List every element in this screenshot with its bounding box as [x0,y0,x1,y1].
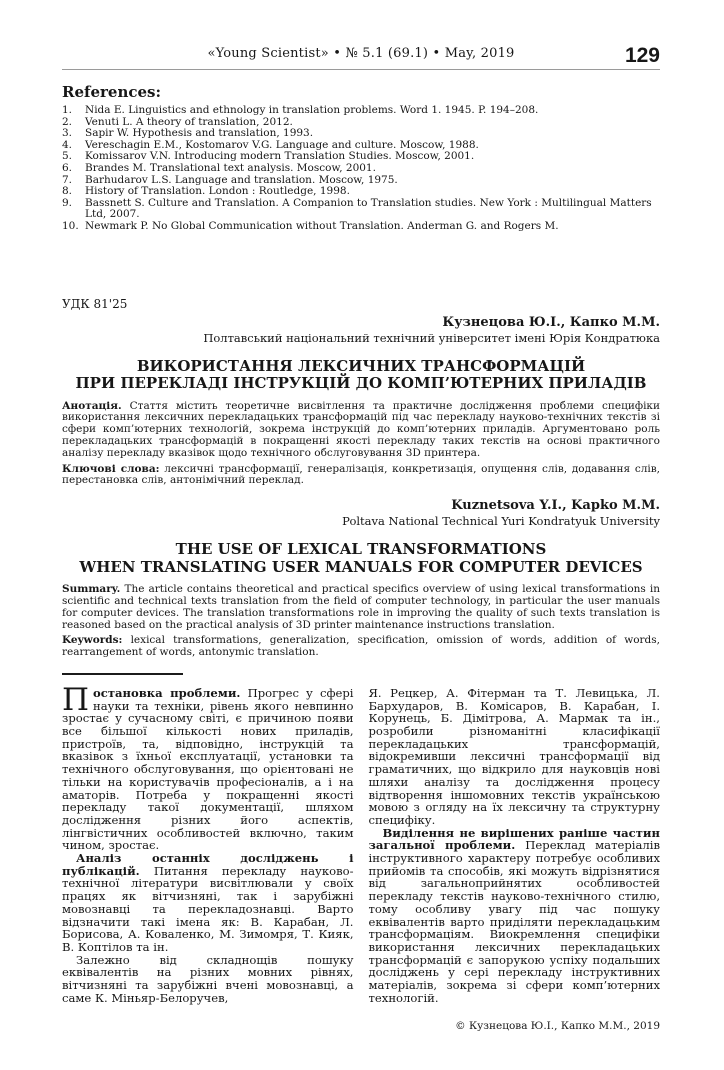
reference-number: 7. [62,173,73,186]
reference-number: 3. [62,127,73,140]
article-title-ua [62,358,660,393]
paragraph-lead: Аналіз останніх досліджень і публікацій. [62,851,354,878]
reference-item [62,163,660,175]
running-head [62,46,660,70]
references-section [62,83,660,233]
reference-text: Bassnett S. Culture and Translation. A Companion to Translation studies. New York : Multilingual Matters Ltd, 2007. [85,196,652,221]
body-column-right [369,687,661,1034]
reference-number: 4. [62,138,73,151]
paragraph-continuation [62,954,354,1005]
body-column-left [62,681,354,1034]
reference-number: 8. [62,185,73,198]
article-body [62,681,661,1034]
paragraph-text: Переклад матеріалів інструктивного характеру потребує особливих прийомів та способів, які можуть відрізнятися від загальноприйнятих особливостей перекладу текстів науково-технічного стилю, тому особливу увагу під час пошуку еквівалентів варто приділяти перекладацьким трансформаціям. Виокремлення специфіки використання лексичних перекладацьких трансформацій є запорукою успіху подальших досліджень у сері перекладу інструктивних матеріалів, зокрема зі сфери комп’ютерних технологій. [368,838,661,1005]
reference-number: 6. [62,161,73,174]
article-title-en-line2: WHEN TRANSLATING USER MANUALS FOR COMPUTER DEVICES [79,557,643,576]
keywords-ua-label: Ключові слова: [62,462,160,475]
reference-item [62,186,660,198]
page-number: 129 [624,44,660,67]
abstract-ua-label: Анотація. [62,399,122,412]
reference-text: Brandes M. Translational text analysis. Moscow, 2001. [85,161,376,174]
article-title-ua-line1: ВИКОРИСТАННЯ ЛЕКСИЧНИХ ТРАНСФОРМАЦІЙ [136,356,586,375]
keywords-ua-text: лексичні трансформації, генералізація, конкретизація, опущення слів, додавання слів, перестановка слів, антонімічний переклад. [62,462,660,487]
reference-text: Barhudarov L.S. Language and translation. Moscow, 1975. [85,173,398,186]
abstract-ua [62,401,660,460]
paragraph-text: Залежно від складнощів пошуку еквівалентів на різних мовних рівнях, вітчизняні та зарубіжні вчені мовознавці, а саме К. Міньяр-Белоручев, [62,952,354,1005]
journal-title-line: «Young Scientist» • № 5.1 (69.1) • May, 2019 [207,46,515,61]
journal-page [0,46,724,1070]
reference-number: 10. [62,219,79,232]
keywords-en-label: Keywords: [62,634,123,647]
summary-en-label: Summary. [62,583,121,596]
article-title-en-line1: THE USE OF LEXICAL TRANSFORMATIONS [175,540,547,559]
keywords-en [62,635,660,659]
authors-en: Kuznetsova Y.I., Kapko M.M. [451,498,660,514]
reference-text: Sapir W. Hypothesis and translation, 1993. [85,127,314,140]
reference-item [62,221,660,233]
paragraph-unresolved-parts [369,827,661,1005]
references-list [62,105,660,233]
paragraph-lead: остановка проблеми. [93,685,241,700]
summary-en [62,584,660,631]
paragraph-text: Питання перекладу науково-технічної літератури висвітлювали у своїх працях як вітчизняні, так і зарубіжні мовознавці та перекладознавці. Варто відзначити такі імена як: В. Карабан, Л. Борисова, А. Коваленко, М. Зимомря, Т. Кияк, В. Коптілов та ін. [62,863,354,954]
references-heading: References: [62,83,162,101]
drop-cap: П [62,681,90,718]
reference-text: Newmark P. No Global Communication without Translation. Anderman G. and Rogers M. [85,219,559,232]
paragraph-lead: Виділення не вирішених раніше частин загальної проблеми. [368,825,660,853]
reference-text: Komissarov V.N. Introducing modern Translation Studies. Moscow, 2001. [85,150,475,163]
keywords-ua [62,464,660,488]
reference-text: History of Translation. London : Routledge, 1998. [85,185,350,198]
article-meta-ua [62,297,660,488]
reference-number: 1. [62,104,73,116]
article-title-en [62,541,660,576]
reference-text: Vereschagin E.M., Kostomarov V.G. Language and culture. Moscow, 1988. [85,138,479,151]
affiliation-en: Poltava National Technical Yuri Kondratyuk University [342,514,660,529]
section-divider-rule [62,673,183,675]
copyright-line: © Кузнецова Ю.І., Капко М.М., 2019 [455,1020,660,1033]
paragraph-text: Прогрес у сфері науки та техніки, рівень якого невпинно зростає у сучасному світі, є причиною появи все більшої кількості нових приладів, пристроїв, та, відповідно, інструкцій та вказівок з їхньої експлуатації, установки та технічного обслуговування, що орієнтовані не тільки на користувачів професіоналів, а і на аматорів. Потреба у покращенні якості перекладу такої документації, шляхом дослідження різних його аспектів, лінгвістичних особливостей включно, таким чином, зростає. [62,685,354,853]
keywords-en-text: lexical transformations, generalization, specification, omission of words, addition of words, rearrangement of words, antonymic translation. [62,634,660,659]
reference-item [62,198,660,221]
reference-number: 5. [62,150,73,163]
reference-number: 9. [62,196,73,209]
abstract-ua-text: Стаття містить теоретичне висвітлення та практичне дослідження проблеми специфіки використання лексичних перекладацьких трансформацій під час перекладу науково-технічних текстів зі сфери комп’ютерних технологій, зокрема інструкцій до комп’ютерних приладів. Аргументовано роль перекладацьких трансформацій в покращенні якості перекладу таких текстів на основі практичного аналізу перекладу вказівок щодо технічного обслуговування 3D принтера. [62,399,660,459]
affiliation-ua: Полтавський національний технічний університет імені Юрія Кондратюка [203,330,660,345]
reference-number: 2. [62,115,73,128]
paragraph-problem-statement [62,681,354,853]
authors-ua: Кузнецова Ю.І., Капко М.М. [442,314,660,330]
article-title-ua-line2: ПРИ ПЕРЕКЛАДІ ІНСТРУКЦІЙ ДО КОМП’ЮТЕРНИХ ПРИЛАДІВ [75,374,647,393]
summary-en-text: The article contains theoretical and practical specifics overview of using lexical transformations in scientific and technical texts translation from the field of computer technology, in particular the user manuals for computer devices. The translation transformations role in improving the quality of such texts translation is reasoned based on the practical analysis of 3D printer maintenance instructions translation. [62,583,661,631]
paragraph-text: Я. Рецкер, А. Фітерман та Т. Левицька, Л. Бархударов, В. Комісаров, В. Карабан, І. Корунець, Б. Дімітрова, А. Мармак та ін., розробили різноманітні класифікації перекладацьких трансформацій, відокремивши лексичні трансформації від граматичних, що відкрило для науковців нові шляхи аналізу та дослідження процесу відтворення іншомовних текстів українською мовою з огляду на їх лексичну та структурну специфіку. [368,685,660,827]
reference-text: Nida E. Linguistics and ethnology in translation problems. Word 1. 1945. P. 194–208. [85,104,539,116]
paragraph-analysis [62,852,354,954]
udc-code: УДК 81'25 [62,296,128,311]
reference-item [62,105,660,117]
reference-text: Venuti L. A theory of translation, 2012. [85,115,293,128]
paragraph-continuation [369,687,661,827]
article-meta-en [62,498,660,659]
